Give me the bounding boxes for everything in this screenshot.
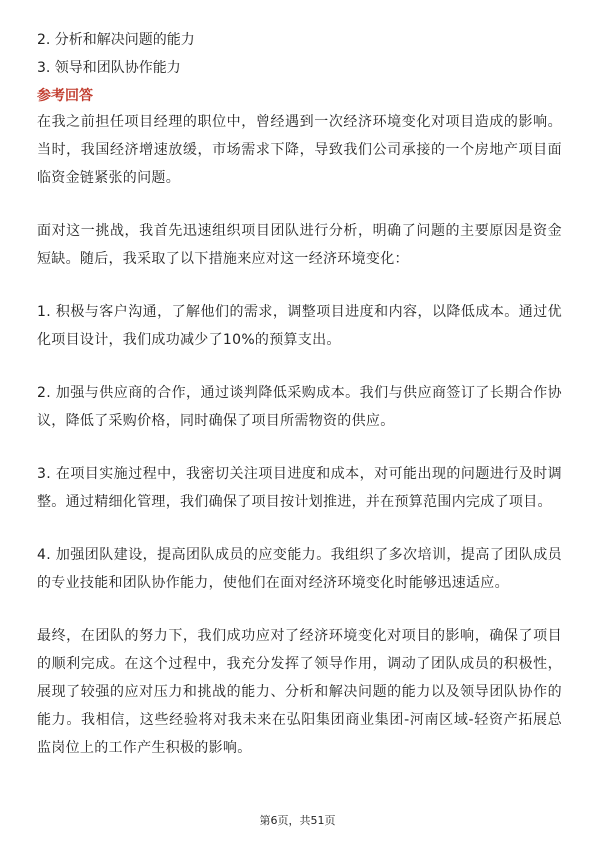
paragraph-measure-3: 3. 在项目实施过程中，我密切关注项目进度和成本，对可能出现的问题进行及时调整。通过精细化管理，我们确保了项目按计划推进，并在预算范围内完成了项目。 (37, 466, 562, 510)
paragraph-measure-1: 1. 积极与客户沟通，了解他们的需求，调整项目进度和内容，以降低成本。通过优化项目设计，我们成功减少了10%的预算支出。 (37, 304, 562, 348)
list-item-analysis: 2. 分析和解决问题的能力 (37, 32, 195, 48)
paragraph-challenge: 面对这一挑战，我首先迅速组织项目团队进行分析，明确了问题的主要原因是资金短缺。随后，我采取了以下措施来应对这一经济环境变化： (37, 223, 562, 267)
paragraph-background: 在我之前担任项目经理的职位中，曾经遇到一次经济环境变化对项目造成的影响。当时，我国经济增速放缓，市场需求下降，导致我们公司承接的一个房地产项目面临资金链紧张的问题。 (37, 114, 562, 186)
paragraph-measure-2: 2. 加强与供应商的合作，通过谈判降低采购成本。我们与供应商签订了长期合作协议，降低了采购价格，同时确保了项目所需物资的供应。 (37, 385, 562, 429)
paragraph-conclusion: 最终，在团队的努力下，我们成功应对了经济环境变化对项目的影响，确保了项目的顺利完成。在这个过程中，我充分发挥了领导作用，调动了团队成员的积极性，展现了较强的应对压力和挑战的能力、分析和解决问题的能力以及领导团队协作的能力。我相信，这些经验将对我未来在弘阳集团商业集团-河南区域-轻资产拓展总监岗位上的工作产生积极的影响。 (37, 628, 562, 756)
paragraph-measure-4: 4. 加强团队建设，提高团队成员的应变能力。我组织了多次培训，提高了团队成员的专业技能和团队协作能力，使他们在面对经济环境变化时能够迅速适应。 (37, 547, 562, 591)
list-item-leadership: 3. 领导和团队协作能力 (37, 60, 181, 76)
page-number: 第6页，共51页 (259, 814, 336, 827)
document-page (37, 30, 562, 762)
reference-answer-heading: 参考回答 (37, 88, 93, 104)
